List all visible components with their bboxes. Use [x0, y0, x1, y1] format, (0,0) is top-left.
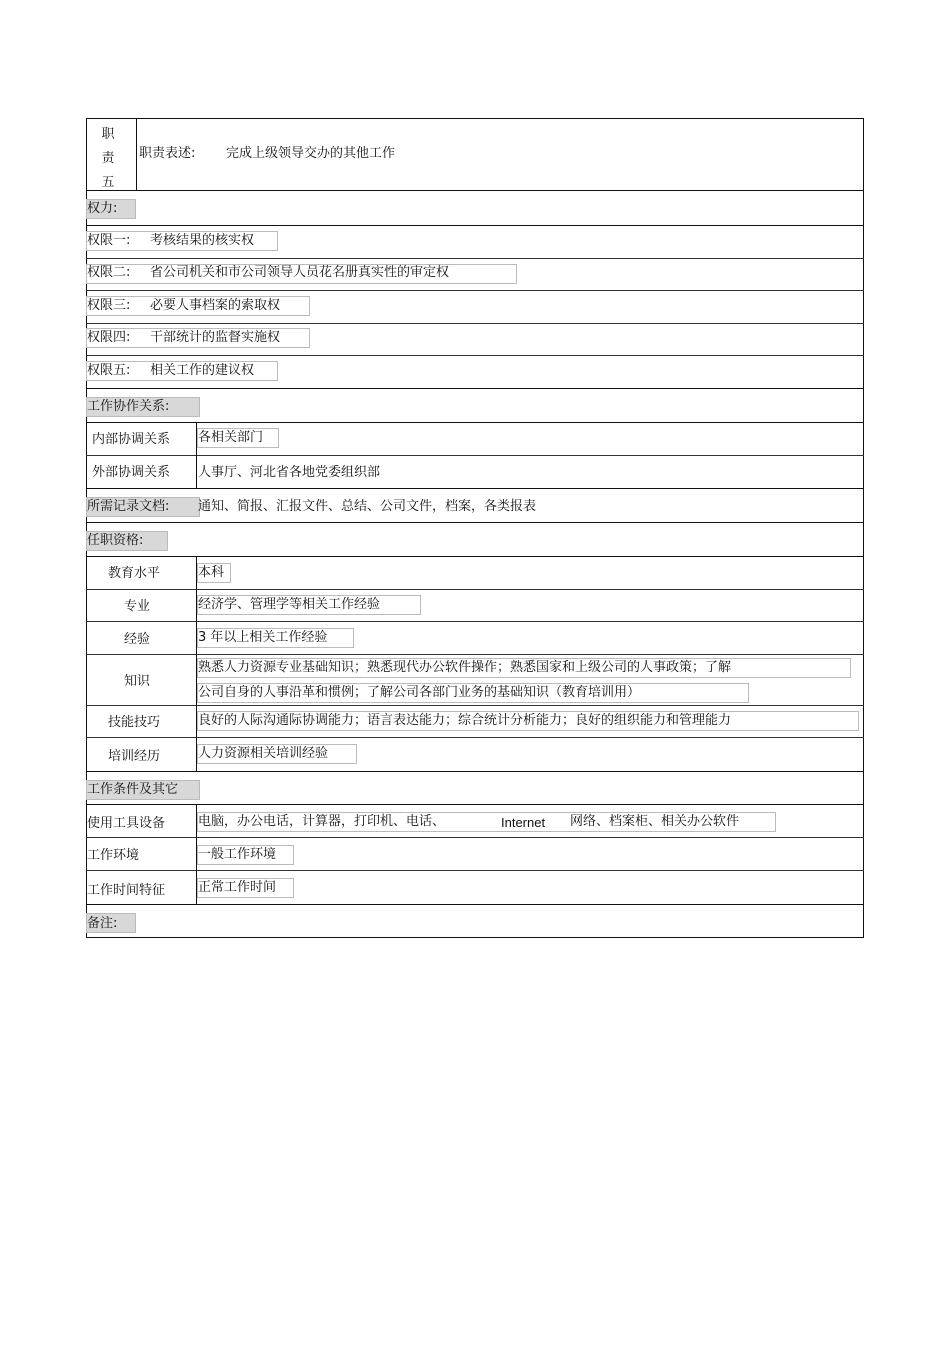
cooperation-title: 工作协作关系: [87, 399, 170, 414]
experience-value: 3 年以上相关工作经验 [198, 630, 328, 645]
row-divider [86, 589, 864, 590]
authority-text: 相关工作的建议权 [150, 363, 255, 378]
training-label: 培训经历 [108, 749, 161, 764]
row-divider [86, 258, 864, 259]
row-divider [86, 737, 864, 738]
row-divider [86, 355, 864, 356]
authority-label: 权限五: [87, 363, 131, 378]
row-divider [86, 771, 864, 772]
skills-label: 技能技巧 [108, 715, 161, 730]
row-divider [86, 290, 864, 291]
row-divider [86, 556, 864, 557]
training-value: 人力资源相关培训经验 [198, 746, 329, 761]
authority-label: 权限四: [87, 330, 131, 345]
experience-label: 经验 [124, 632, 151, 647]
education-label: 教育水平 [108, 566, 161, 581]
row-divider [86, 455, 864, 456]
row-divider [86, 705, 864, 706]
row-divider [86, 837, 864, 838]
knowledge-line1: 熟悉人力资源专业基础知识；熟悉现代办公软件操作；熟悉国家和上级公司的人事政策；了解 [198, 660, 732, 675]
external-value: 人事厅、河北省各地党委组织部 [198, 465, 381, 480]
environment-label: 工作环境 [87, 848, 140, 863]
records-label: 所需记录文档: [87, 499, 170, 514]
records-value: 通知、简报、汇报文件、总结、公司文件，档案，各类报表 [198, 499, 537, 514]
duty-text: 完成上级领导交办的其他工作 [226, 146, 396, 161]
row-divider [86, 522, 864, 523]
row-divider [86, 323, 864, 324]
authority-title: 权力: [87, 201, 118, 216]
major-value: 经济学、管理学等相关工作经验 [198, 597, 381, 612]
conditions-title: 工作条件及其它 [87, 782, 179, 797]
time-value: 正常工作时间 [198, 880, 277, 895]
duty-header-char: 责 [101, 151, 115, 166]
major-label: 专业 [124, 599, 151, 614]
row-divider [86, 870, 864, 871]
row-divider [86, 488, 864, 489]
qualification-title: 任职资格: [87, 533, 144, 548]
time-label: 工作时间特征 [87, 883, 166, 898]
knowledge-label: 知识 [124, 674, 151, 689]
authority-label: 权限三: [87, 298, 131, 313]
tools-value-b: Internet [501, 815, 546, 830]
row-divider [86, 190, 864, 191]
authority-text: 干部统计的监督实施权 [150, 330, 281, 345]
authority-label: 权限二: [87, 265, 131, 280]
row-divider [86, 654, 864, 655]
tools-value-c: 网络、档案柜、相关办公软件 [570, 814, 740, 829]
education-value: 本科 [198, 565, 225, 580]
duty-header-char: 职 [101, 127, 115, 142]
authority-text: 省公司机关和市公司领导人员花名册真实性的审定权 [150, 265, 450, 280]
row-divider [86, 225, 864, 226]
row-divider [86, 621, 864, 622]
row-divider [86, 804, 864, 805]
internal-label: 内部协调关系 [92, 432, 171, 447]
column-divider [136, 118, 137, 190]
internal-value: 各相关部门 [198, 430, 264, 445]
row-divider [86, 904, 864, 905]
duty-header-char: 五 [101, 175, 115, 190]
external-label: 外部协调关系 [92, 465, 171, 480]
notes-title: 备注: [87, 916, 118, 931]
duty-label: 职责表述: [139, 146, 196, 161]
tools-label: 使用工具设备 [87, 816, 166, 831]
authority-label: 权限一: [87, 233, 131, 248]
authority-text: 必要人事档案的索取权 [150, 298, 281, 313]
knowledge-line2: 公司自身的人事沿革和惯例；了解公司各部门业务的基础知识（教育培训用） [198, 685, 641, 700]
row-divider [86, 422, 864, 423]
row-divider [86, 388, 864, 389]
skills-value: 良好的人际沟通际协调能力；语言表达能力；综合统计分析能力；良好的组织能力和管理能力 [198, 713, 732, 728]
authority-text: 考核结果的核实权 [150, 233, 255, 248]
environment-value: 一般工作环境 [198, 847, 277, 862]
tools-value-a: 电脑，办公电话，计算器，打印机、电话、 [198, 814, 446, 829]
